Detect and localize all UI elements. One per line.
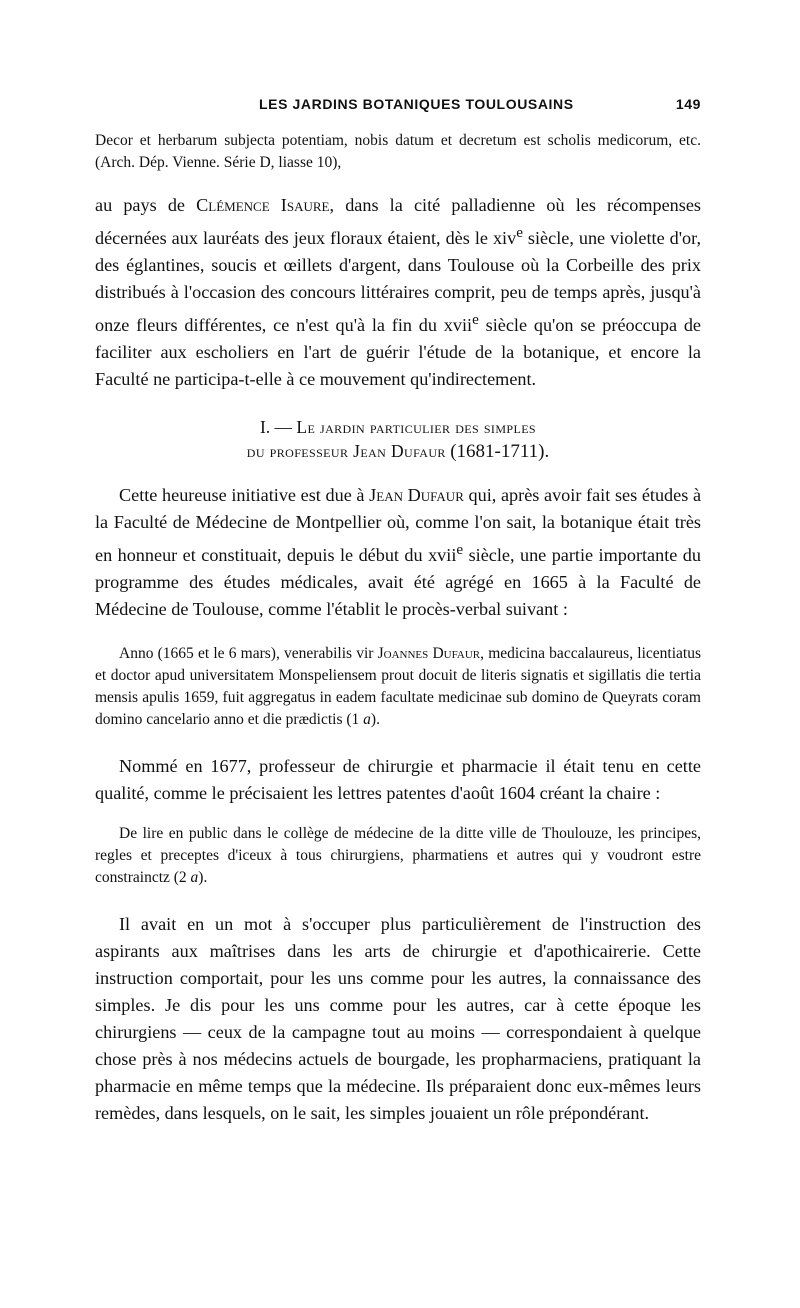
section-heading bbox=[95, 415, 701, 464]
quote-anno-1665 bbox=[95, 643, 701, 731]
section-heading-line2 bbox=[95, 439, 701, 464]
footnote-ref: a bbox=[363, 711, 371, 729]
superscript-e: e bbox=[516, 224, 523, 241]
quote3-end: ). bbox=[198, 869, 208, 887]
book-page bbox=[95, 96, 701, 1127]
paragraph-instruction bbox=[95, 911, 701, 1127]
person-name-clemence-isaure: Clémence Isaure bbox=[196, 195, 330, 215]
para1-end: siècle qu'on se préoccupa de faciliter aux escholiers en l'art de guérir l'étude de la botanique, et encore la Faculté ne participa-t-elle à ce mouvement qu'indirectement. bbox=[95, 315, 701, 390]
paragraph-nomme-1677 bbox=[95, 753, 701, 807]
paragraph-clemence-isaure bbox=[95, 192, 701, 393]
person-name-jean-dufaur: Jean Dufaur bbox=[353, 441, 446, 462]
para3-text: Nommé en 1677, professeur de chirurgie et pharmacie il était tenu en cette qualité, comme le précisaient les lettres patentes d'août 1604 créant la chaire : bbox=[95, 756, 701, 804]
person-name-jean-dufaur: Jean Dufaur bbox=[369, 485, 464, 506]
quote2-end: ). bbox=[370, 711, 380, 729]
quote-decor-herbarum: Decor et herbarum subjecta potentiam, nobis datum et decretum est scholis medicorum, etc. (Arch. Dép. Vienne. Série D, liasse 10), bbox=[95, 132, 701, 171]
page-number: 149 bbox=[675, 96, 701, 112]
quote2-start: Anno (1665 et le 6 mars), venerabilis vir bbox=[119, 645, 378, 663]
para2-start: Cette heureuse initiative est due à bbox=[119, 485, 370, 506]
section-number: I. — bbox=[259, 417, 297, 438]
para2-end: siècle, une partie importante du programme des études médicales, avait été agrégé en 1665 à la Faculté de Médecine de Toulouse, comme l'établit le procès-verbal suivant : bbox=[95, 545, 701, 620]
footnote-ref: a bbox=[190, 869, 199, 887]
person-name-joannes-dufaur: Joannes Dufaur bbox=[377, 645, 481, 663]
paragraph-initiative bbox=[95, 482, 701, 623]
quote3-text: De lire en public dans le collège de médecine de la ditte ville de Thoulouze, les principes, regles et preceptes d'iceux à tous chirurgiens, pharmatiens et autres qui y voudront estre constrainctz (2 bbox=[95, 825, 701, 887]
para1-after-name: , dans la cité palladienne où les récompenses décernées aux lauréats des jeux floraux étaient, dès le xiv bbox=[95, 195, 701, 249]
quote2-mid: , medicina baccalaureus, licentiatus et doctor apud universitatem Monspeliensem prout docuit de literis signatis et sigillatis die tertia mensis apulis 1659, fuit aggregatus in eadem facultate medicinae sub domino de Queyrats coram domino cancelario anno et die prædictis (1 bbox=[95, 645, 701, 729]
superscript-e: e bbox=[472, 311, 479, 329]
running-head-title: LES JARDINS BOTANIQUES TOULOUSAINS bbox=[259, 96, 574, 112]
section-title-prefix: du professeur bbox=[246, 441, 354, 462]
section-dates: (1681-1711). bbox=[450, 441, 550, 463]
quote-de-lire-en-public bbox=[95, 823, 701, 889]
superscript-e: e bbox=[456, 541, 464, 559]
para2-mid: qui, après avoir fait ses études à la Faculté de Médecine de Montpellier où, comme l'on sait, la botanique était très en honneur et constituait, depuis le début du xvii bbox=[95, 485, 702, 566]
running-head bbox=[95, 96, 701, 118]
section-title: Le jardin particulier des simples bbox=[296, 417, 537, 438]
para4-text: Il avait en un mot à s'occuper plus particulièrement de l'instruction des aspirants aux maîtrises dans les arts de chirurgie et d'apothicairerie. Cette instruction comportait, pour les uns comme pour les autres, la connaissance des simples. Je dis pour les uns comme pour les autres, car à cette époque les chirurgiens — ceux de la campagne tout au moins — correspondaient à quelque chose près à nos médecins actuels de bourgade, les propharmaciens, pratiquant la pharmacie en même temps que la médecine. Ils préparaient donc eux-mêmes leurs remèdes, dans lesquels, on le sait, les simples jouaient un rôle prépondérant. bbox=[95, 914, 701, 1124]
para1-before-name: au pays de bbox=[95, 195, 197, 215]
section-heading-line1 bbox=[95, 415, 701, 439]
para1-mid: siècle, une violette d'or, des églantines, soucis et œillets d'argent, dans Toulouse où la Corbeille des prix distribués à l'occasion des concours littéraires comprit, peu de temps après, jusqu'à onze fleurs différentes, ce n'est qu'à la fin du xvii bbox=[95, 228, 702, 336]
